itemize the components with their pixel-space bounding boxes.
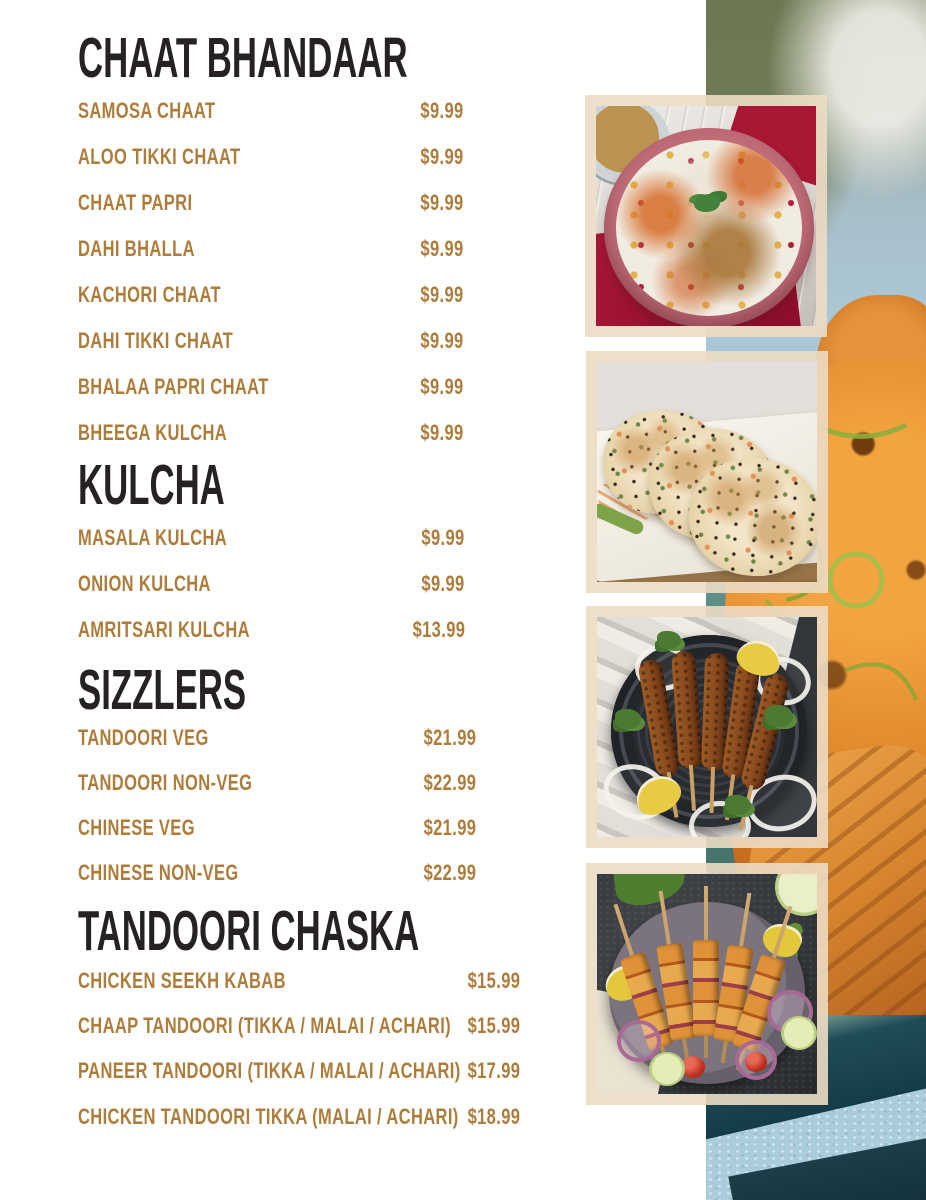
menu-item-row [78, 715, 476, 760]
item-name: AMRITSARI KULCHA [78, 617, 250, 642]
item-name: CHINESE NON-VEG [78, 859, 239, 885]
item-price: $9.99 [420, 328, 464, 353]
item-name: TANDOORI NON-VEG [78, 769, 253, 795]
menu-item-row [78, 1003, 520, 1048]
item-name: BHEEGA KULCHA [78, 420, 228, 445]
section-items-sizzlers [78, 715, 476, 895]
item-price: $9.99 [421, 571, 465, 596]
dahi-bhalla-photo [596, 106, 816, 326]
item-name: BHALAA PAPRI CHAAT [78, 374, 269, 399]
item-price: $9.99 [420, 144, 464, 169]
table-shadow [728, 1119, 926, 1200]
cilantro [657, 631, 681, 649]
chaat-toppings [616, 140, 802, 316]
menu-item-row [78, 850, 476, 895]
section-items-chaat-bhandaar [78, 88, 464, 456]
menu-item-row [78, 88, 464, 134]
item-name: KACHORI CHAAT [78, 282, 221, 307]
menu-item-row [78, 958, 520, 1003]
section-title-kulcha: KULCHA [78, 453, 225, 517]
menu-item-row [78, 805, 476, 850]
menu-item-row [78, 515, 465, 561]
item-price: $22.99 [423, 859, 476, 885]
item-name: CHICKEN TANDOORI TIKKA (MALAI / ACHARI) [78, 1103, 459, 1129]
seekh-kabab-photo [597, 617, 817, 837]
cucumber-slice [649, 1052, 685, 1086]
cilantro [725, 795, 751, 815]
item-price: $9.99 [421, 525, 465, 550]
item-name: MASALA KULCHA [78, 525, 228, 550]
section-items-kulcha [78, 515, 465, 653]
item-price: $9.99 [420, 98, 464, 123]
item-name: DAHI BHALLA [78, 236, 195, 261]
cilantro [615, 709, 641, 729]
item-price: $15.99 [467, 1012, 520, 1038]
item-name: TANDOORI VEG [78, 724, 209, 750]
section-title-chaat-bhandaar: CHAAT BHANDAAR [78, 26, 408, 90]
item-price: $22.99 [423, 769, 476, 795]
section-title-sizzlers: SIZZLERS [78, 658, 247, 722]
item-price: $21.99 [423, 724, 476, 750]
cilantro [765, 705, 793, 727]
item-name: ONION KULCHA [78, 571, 211, 596]
menu-item-row [78, 226, 464, 272]
item-name: PANEER TANDOORI (TIKKA / MALAI / ACHARI) [78, 1058, 461, 1084]
menu-item-row [78, 760, 476, 805]
item-price: $13.99 [412, 617, 465, 642]
photo-frame-kulcha [586, 351, 828, 593]
item-name: SAMOSA CHAAT [78, 98, 216, 123]
item-price: $17.99 [467, 1058, 520, 1084]
photo-frame-seekh-kabab [586, 606, 828, 848]
item-price: $9.99 [420, 420, 464, 445]
item-name: CHAAT PAPRI [78, 190, 193, 215]
item-price: $9.99 [420, 374, 464, 399]
item-price: $9.99 [420, 282, 464, 307]
item-name: DAHI TIKKI CHAAT [78, 328, 234, 353]
cucumber-slice [781, 1016, 817, 1050]
menu-item-row [78, 561, 465, 607]
kulcha-photo [597, 362, 817, 582]
menu-item-row [78, 134, 464, 180]
menu-item-row [78, 1094, 520, 1139]
menu-item-row [78, 364, 464, 410]
item-name: CHINESE VEG [78, 814, 195, 840]
item-price: $18.99 [467, 1103, 520, 1129]
cherry-tomato [745, 1052, 767, 1072]
item-price: $15.99 [467, 967, 520, 993]
photo-frame-paneer-tikka [586, 863, 828, 1105]
item-name: CHAAP TANDOORI (TIKKA / MALAI / ACHARI) [78, 1012, 452, 1038]
menu-item-row [78, 410, 464, 456]
menu-item-row [78, 180, 464, 226]
photo-frame-dahi-bhalla [585, 95, 827, 337]
section-items-tandoori-chaska [78, 958, 520, 1139]
item-price: $21.99 [423, 814, 476, 840]
item-name: CHICKEN SEEKH KABAB [78, 967, 286, 993]
item-price: $9.99 [420, 190, 464, 215]
menu-item-row [78, 272, 464, 318]
yogurt-surface [616, 140, 802, 316]
menu-item-row [78, 1049, 520, 1094]
item-price: $9.99 [420, 236, 464, 261]
menu-item-row [78, 607, 465, 653]
section-title-tandoori-chaska: TANDOORI CHASKA [78, 899, 420, 963]
menu-item-row [78, 318, 464, 364]
item-name: ALOO TIKKI CHAAT [78, 144, 241, 169]
